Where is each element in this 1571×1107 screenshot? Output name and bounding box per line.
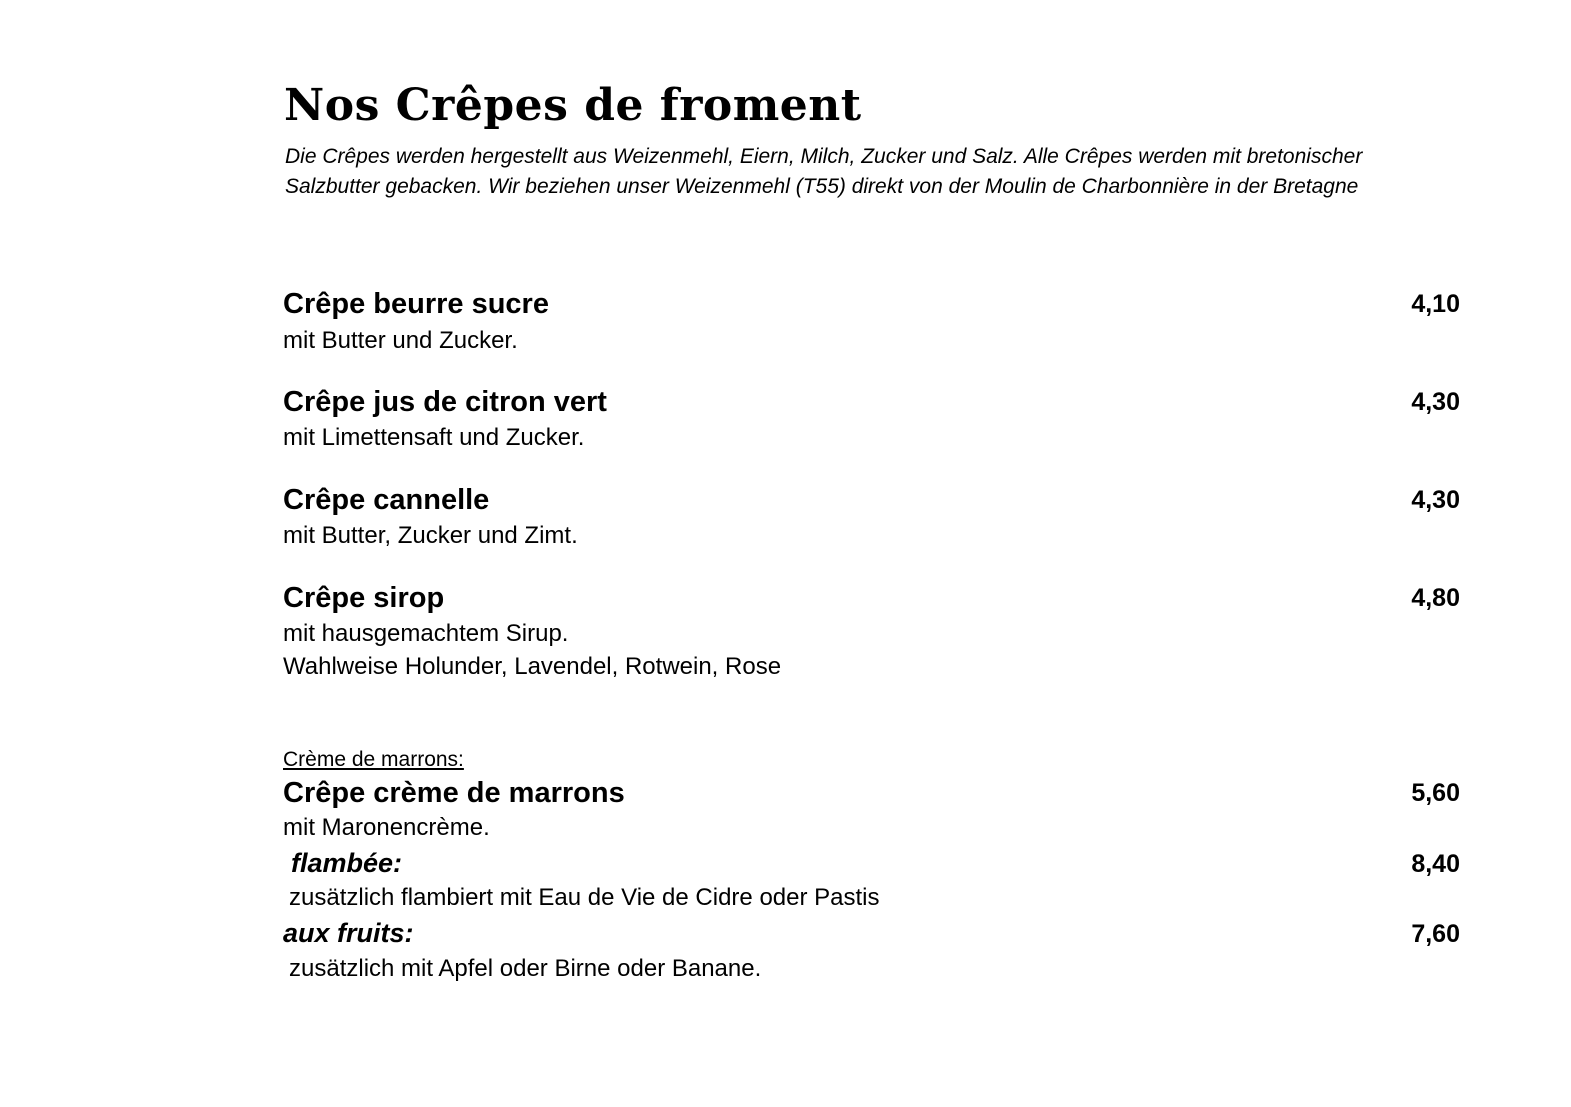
item-description: mit Butter und Zucker.	[283, 327, 518, 354]
item-description: Wahlweise Holunder, Lavendel, Rotwein, Rose	[283, 653, 782, 680]
item-price: 7,60	[1411, 920, 1460, 948]
intro-line: Die Crêpes werden hergestellt aus Weizenmehl, Eiern, Milch, Zucker und Salz. Alle Crêpes werden mit bretonischer	[285, 145, 1363, 168]
intro-text	[285, 142, 1485, 202]
item-price: 4,30	[1411, 486, 1460, 514]
item-name: Crêpe cannelle	[283, 484, 490, 516]
item-description: mit hausgemachtem Sirup.	[283, 620, 569, 647]
item-name: Crêpe crème de marrons	[283, 777, 625, 809]
item-name: Crêpe beurre sucre	[283, 288, 549, 320]
item-description: mit Butter, Zucker und Zimt.	[283, 522, 578, 549]
item-description: mit Limettensaft und Zucker.	[283, 424, 585, 451]
item-price: 4,10	[1411, 290, 1460, 318]
item-price: 5,60	[1411, 779, 1460, 807]
variant-description: zusätzlich flambiert mit Eau de Vie de Cidre oder Pastis	[289, 884, 880, 911]
variant-name: aux fruits:	[283, 918, 414, 948]
variant-name: flambée:	[291, 848, 403, 878]
page-title: Nos Crêpes de froment	[284, 80, 862, 131]
item-name: Crêpe jus de citron vert	[283, 386, 607, 418]
variant-description: zusätzlich mit Apfel oder Birne oder Banane.	[289, 955, 762, 982]
item-name: Crêpe sirop	[283, 582, 445, 614]
item-price: 8,40	[1411, 850, 1460, 878]
intro-line: Salzbutter gebacken. Wir beziehen unser Weizenmehl (T55) direkt von der Moulin de Charbonnière in der Bretagne	[285, 175, 1359, 198]
item-price: 4,80	[1411, 584, 1460, 612]
section-label: Crème de marrons:	[283, 748, 464, 771]
item-price: 4,30	[1411, 388, 1460, 416]
item-description: mit Maronencrème.	[283, 814, 490, 841]
